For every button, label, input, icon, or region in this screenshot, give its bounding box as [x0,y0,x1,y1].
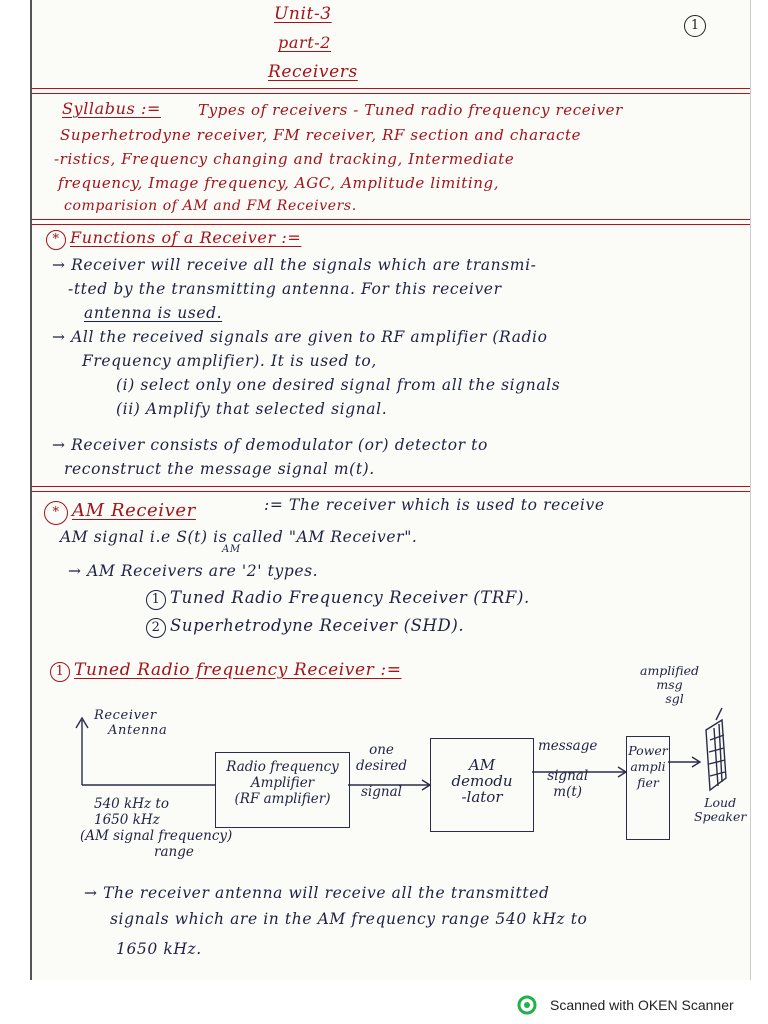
am-receiver-line: → AM Receivers are '2' types. [68,562,319,580]
rf-amplifier-block: Radio frequency Amplifier (RF amplifier) [215,752,350,828]
scanner-watermark-text: Scanned with OKEN Scanner [550,997,734,1013]
number-marker: 2 [146,618,166,638]
power-amplifier-block: Power ampli fier [626,736,670,840]
subscript-am: AM [222,544,241,555]
amplified-msg-label: amplified msg sgl [640,663,700,706]
receiver-type-label: Superhetrodyne Receiver (SHD). [170,616,465,635]
syllabus-label: Syllabus := [62,99,162,118]
divider [32,88,750,89]
syllabus-line: -ristics, Frequency changing and tracking, Intermediate [54,150,515,168]
input-range-label: 540 kHz to 1650 kHz (AM signal frequency) range [80,796,233,860]
oken-scanner-logo-icon [517,995,537,1015]
number-marker: 1 [146,590,166,610]
trf-note-line: signals which are in the AM frequency range 540 kHz to [110,910,588,928]
syllabus-line: comparision of AM and FM Receivers. [64,198,357,214]
trf-heading-text: Tuned Radio frequency Receiver := [74,660,402,680]
page-number: 1 [684,15,706,37]
divider [32,491,750,492]
functions-line: -tted by the transmitting antenna. For this receiver [68,280,502,298]
message-signal-label: message signal m(t) [538,738,598,800]
unit-title: Unit-3 [274,4,332,24]
syllabus-line: frequency, Image frequency, AGC, Amplitude limiting, [58,174,500,192]
topic-title: Receivers [268,62,358,82]
notebook-page [30,0,750,980]
syllabus-line: Superhetrodyne receiver, FM receiver, RF section and characte [60,126,582,144]
antenna-label: Receiver Antenna [94,708,168,738]
functions-line: Frequency amplifier). It is used to, [82,352,377,370]
trf-note-line: → The receiver antenna will receive all the transmitted [84,884,550,902]
scanner-footer [0,985,768,1024]
divider [32,93,750,94]
syllabus-line: Types of receivers - Tuned radio frequency receiver [198,101,623,119]
number-marker: 1 [50,662,70,682]
functions-line: → All the received signals are given to RF amplifier (Radio [52,328,548,346]
divider [32,486,750,487]
divider [32,224,750,225]
receiver-type-item [146,616,464,638]
asterisk-marker: * [44,501,68,525]
functions-line: → Receiver will receive all the signals which are transmi- [52,256,537,274]
am-receiver-heading [44,500,196,525]
receiver-type-label: Tuned Radio Frequency Receiver (TRF). [170,588,530,607]
functions-line: → Receiver consists of demodulator (or) detector to [52,436,488,454]
functions-heading-text: Functions of a Receiver := [70,228,302,247]
am-receiver-line: AM signal i.e S(t) is called "AM Receiver". [60,528,418,546]
functions-line: antenna is used. [84,304,223,322]
trf-heading [50,660,402,682]
divider [32,219,750,220]
functions-line: (i) select only one desired signal from all the signals [116,376,561,394]
am-receiver-heading-text: AM Receiver [72,500,196,521]
am-receiver-line: := The receiver which is used to receive [264,496,605,514]
asterisk-marker: * [46,230,66,250]
functions-line: (ii) Amplify that selected signal. [116,400,388,418]
functions-line: reconstruct the message signal m(t). [64,460,375,478]
am-demodulator-block: AM demodu -lator [430,738,534,832]
receiver-type-item [146,588,530,610]
trf-note-line: 1650 kHz. [116,940,202,958]
functions-heading [46,228,301,250]
output-pointer [716,708,722,720]
desired-signal-label: one desired signal [356,742,407,800]
loudspeaker-label: Loud Speaker [694,795,747,824]
part-title: part-2 [278,33,332,52]
